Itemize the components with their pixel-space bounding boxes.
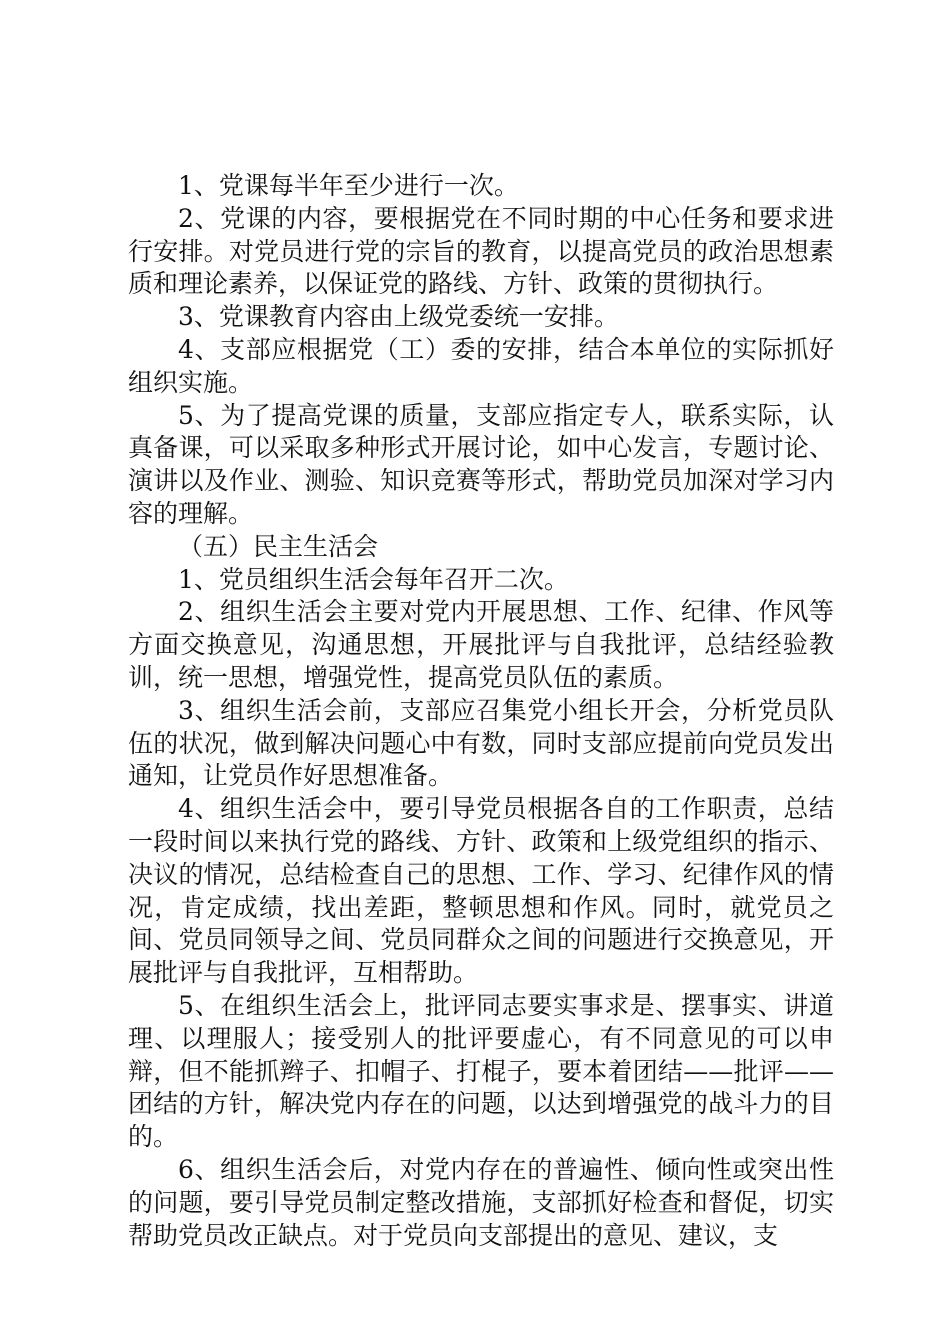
paragraph-party-lecture-5: 5、为了提高党课的质量，支部应指定专人，联系实际，认真备课，可以采取多种形式开展讨论，如中心发言，专题讨论、演讲以及作业、测验、知识竞赛等形式，帮助党员加深对学习内容的理解。 [128,400,834,528]
paragraph-life-meeting-6: 6、组织生活会后，对党内存在的普遍性、倾向性或突出性的问题，要引导党员制定整改措施，支部抓好检查和督促，切实帮助党员改正缺点。对于党员向支部提出的意见、建议，支 [128,1154,834,1250]
paragraph-party-lecture-4: 4、支部应根据党（工）委的安排，结合本单位的实际抓好组织实施。 [128,334,834,397]
section-heading-democratic-life: （五）民主生活会 [178,531,379,561]
paragraph-life-meeting-5: 5、在组织生活会上，批评同志要实事求是、摆事实、讲道理、以理服人；接受别人的批评要虚心，有不同意见的可以申辩，但不能抓辫子、扣帽子、打棍子，要本着团结——批评——团结的方针，解决党内存在的问题，以达到增强党的战斗力的目的。 [128,990,834,1152]
paragraph-party-lecture-2: 2、党课的内容，要根据党在不同时期的中心任务和要求进行安排。对党员进行党的宗旨的教育，以提高党员的政治思想素质和理论素养，以保证党的路线、方针、政策的贯彻执行。 [128,203,834,299]
paragraph-party-lecture-3: 3、党课教育内容由上级党委统一安排。 [178,302,619,332]
paragraph-life-meeting-3: 3、组织生活会前，支部应召集党小组长开会，分析党员队伍的状况，做到解决问题心中有数，同时支部应提前向党员发出通知，让党员作好思想准备。 [128,695,834,791]
paragraph-party-lecture-1: 1、党课每半年至少进行一次。 [178,171,519,200]
paragraph-life-meeting-1: 1、党员组织生活会每年召开二次。 [178,564,569,594]
paragraph-life-meeting-4: 4、组织生活会中，要引导党员根据各自的工作职责，总结一段时间以来执行党的路线、方针、政策和上级党组织的指示、决议的情况，总结检查自己的思想、工作、学习、纪律作风的情况，肯定成绩，找出差距，整顿思想和作风。同时，就党员之间、党员同领导之间、党员同群众之间的问题进行交换意见，开展批评与自我批评，互相帮助。 [128,794,834,988]
paragraph-life-meeting-2: 2、组织生活会主要对党内开展思想、工作、纪律、作风等方面交换意见，沟通思想，开展批评与自我批评，总结经验教训，统一思想，增强党性，提高党员队伍的素质。 [128,597,834,692]
document-body [128,170,834,1252]
